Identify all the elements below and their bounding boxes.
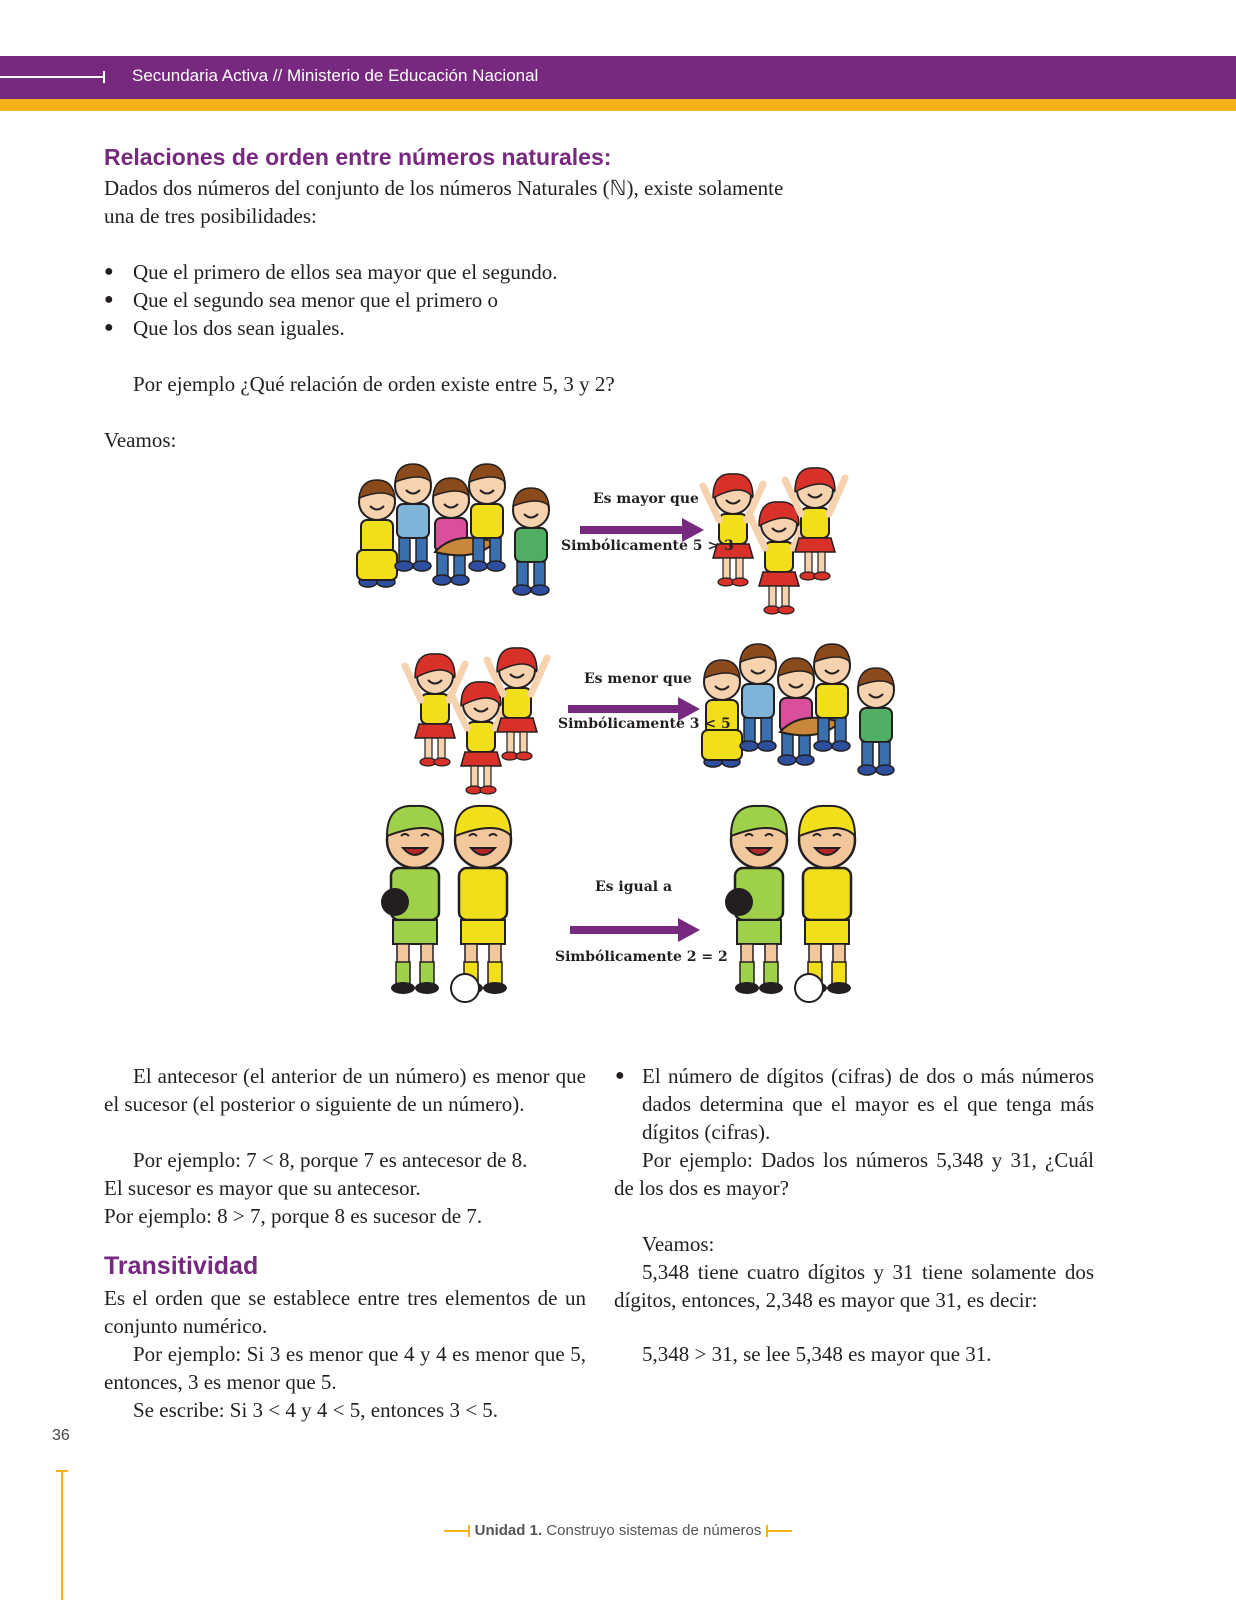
relation-label-greater: Es mayor que [593, 491, 699, 507]
paragraph-digits-rule: El número de dígitos (cifras) de dos o más números dados determina que el mayor es el que tenga más dígitos (cifras). [642, 1064, 1094, 1144]
bullet-dot: ● [104, 263, 114, 280]
header-rule-tick [103, 71, 105, 83]
veamos-label-2: Veamos: [642, 1232, 715, 1256]
veamos-label: Veamos: [104, 428, 177, 452]
header-stripe [0, 99, 1236, 111]
soccer-ball [451, 974, 479, 1002]
bullet-dot: ● [615, 1067, 625, 1084]
example-question: Por ejemplo ¿Qué relación de orden existe entre 5, 3 y 2? [133, 372, 615, 396]
relation-label-equal: Es igual a [595, 879, 673, 895]
group-of-five-children [357, 464, 549, 595]
header-title: Secundaria Activa // Ministerio de Educación Nacional [132, 66, 539, 85]
section-title: Relaciones de orden entre números naturales: [104, 144, 612, 170]
paragraph-antecesor: El antecesor (el anterior de un número) es menor que el sucesor (el posterior o siguiente de un número). [104, 1064, 586, 1116]
symbolic-label-less: Simbólicamente 3 < 5 [558, 716, 731, 732]
footer-unit-number: Unidad 1. [474, 1522, 543, 1539]
group-of-five-children [702, 644, 894, 775]
symbolic-label-greater: Simbólicamente 5 > 3 [561, 538, 734, 554]
footer-deco-left [444, 1530, 470, 1532]
footer-unit [0, 1522, 1236, 1539]
group-of-three-children [405, 648, 547, 794]
bullet-item: Que el segundo sea menor que el primero o [133, 288, 499, 312]
paragraph-conclusion: 5,348 > 31, se lee 5,348 es mayor que 31. [642, 1342, 992, 1366]
soccer-player [455, 806, 511, 994]
bullet-dot: ● [104, 291, 114, 308]
soccer-ball [381, 888, 409, 916]
soccer-player [799, 806, 855, 994]
soccer-ball [795, 974, 823, 1002]
paragraph-written-form: Se escribe: Si 3 < 4 y 4 < 5, entonces 3 < 5. [133, 1398, 499, 1422]
footer-deco-right [766, 1530, 792, 1532]
paragraph-example-1: Por ejemplo: 7 < 8, porque 7 es antecesor de 8. [133, 1148, 528, 1172]
header-rule [0, 76, 104, 78]
paragraph-transitividad: Es el orden que se establece entre tres elementos de un conjunto numérico. [104, 1286, 586, 1338]
symbolic-label-equal: Simbólicamente 2 = 2 [555, 949, 728, 965]
paragraph-sucesor: El sucesor es mayor que su antecesor. [104, 1176, 421, 1200]
transitividad-heading: Transitividad [104, 1252, 259, 1280]
paragraph-example-3: Por ejemplo: Si 3 es menor que 4 y 4 es menor que 5, entonces, 3 es menor que 5. [104, 1342, 586, 1394]
arrow-shaft [570, 926, 680, 934]
bullet-item: Que los dos sean iguales. [133, 316, 345, 340]
paragraph-digits-comparison: 5,348 tiene cuatro dígitos y 31 tiene solamente dos dígitos, entonces, 2,348 es mayor que 31, es decir: [614, 1260, 1094, 1312]
bullet-item: Que el primero de ellos sea mayor que el segundo. [133, 260, 558, 284]
intro-line-1: Dados dos números del conjunto de los números Naturales (ℕ), existe solamente [104, 176, 784, 200]
arrow-shaft [568, 705, 680, 713]
margin-rule-tick [56, 1470, 68, 1472]
intro-line-2: una de tres posibilidades: [104, 204, 317, 228]
page-number: 36 [52, 1427, 70, 1444]
arrow-shaft [580, 526, 684, 534]
soccer-ball [725, 888, 753, 916]
bullet-dot: ● [104, 319, 114, 336]
paragraph-example-4: Por ejemplo: Dados los números 5,348 y 31, ¿Cuál de los dos es mayor? [614, 1148, 1094, 1200]
relation-label-less: Es menor que [584, 671, 692, 687]
footer-unit-title: Construyo sistemas de números [546, 1522, 762, 1539]
paragraph-example-2: Por ejemplo: 8 > 7, porque 8 es sucesor de 7. [104, 1204, 483, 1228]
arrow-right-icon [678, 918, 700, 942]
